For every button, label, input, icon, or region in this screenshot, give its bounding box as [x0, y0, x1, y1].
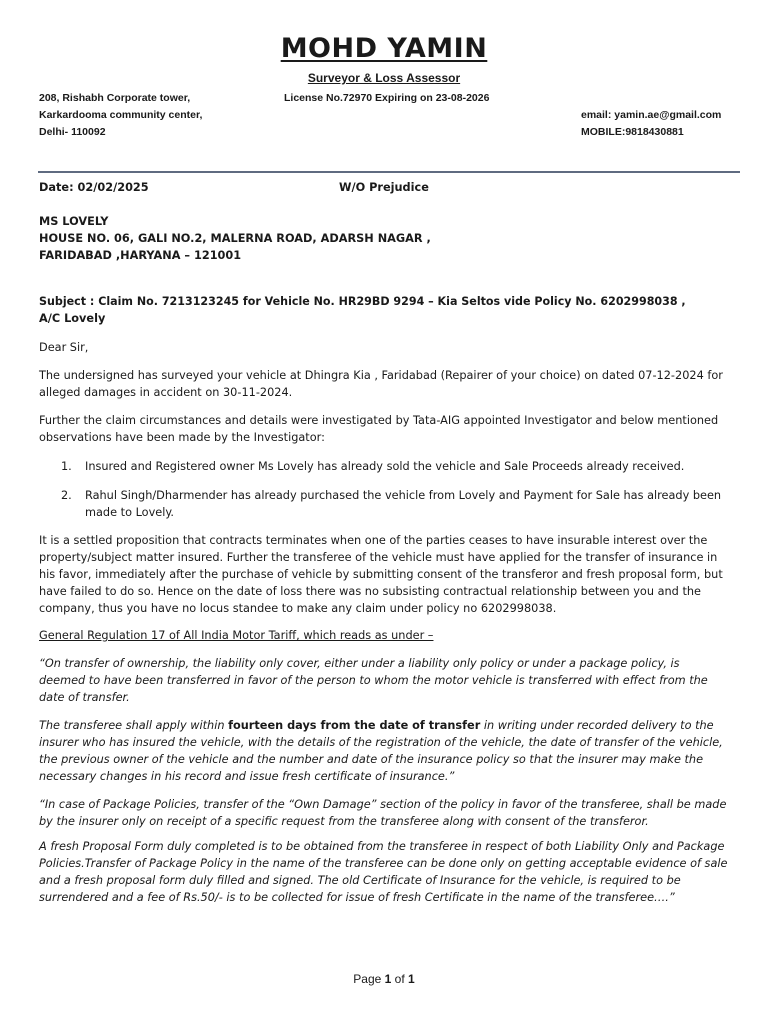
letterhead-name: MOHD YAMIN: [280, 33, 488, 64]
header-divider: [38, 171, 740, 173]
paragraph-investigation: Further the claim circumstances and details were investigated by Tata-AIG appointed Investigator and below mentioned observations have been made by the Investigator:: [39, 414, 719, 444]
address-line-2: Karkardooma community center,: [39, 109, 203, 121]
letterhead-address: [39, 90, 202, 141]
license-number: License No.72970 Expiring on 23-08-2026: [284, 92, 490, 104]
paragraph-proposition: It is a settled proposition that contracts terminates when one of the parties ceases to have insurable interest over the property/subject matter insured. Further the transferee of the vehicle must have applied for the transfer of insurance in his favor, immediately after the purchase of vehicle by submitting consent of the transferor and fresh proposal form, but have failed to do so. Hence on the date of loss there was no subsisting contractual relationship between you and the company, thus you have no locus standee to make any claim under policy no 6202998038.: [39, 534, 723, 615]
recipient-address-1: HOUSE NO. 06, GALI NO.2, MALERNA ROAD, ADARSH NAGAR ,: [39, 232, 431, 245]
quote-package-policies: “In case of Package Policies, transfer of the “Own Damage” section of the policy in favor of the transferee, shall be made by the insurer only on receipt of a specific request from the transferee along with consent of the transferor.: [39, 798, 727, 828]
list-item-1: Insured and Registered owner Ms Lovely has already sold the vehicle and Sale Proceeds already received.: [85, 460, 685, 473]
contact-email: email: yamin.ae@gmail.com: [581, 109, 722, 121]
subject-block: [39, 293, 739, 327]
page-footer: [0, 972, 768, 986]
subject-line-2: A/C Lovely: [39, 312, 106, 325]
page-label: Page: [353, 972, 385, 986]
list-number-1: 1.: [61, 460, 72, 473]
page-current: 1: [384, 972, 392, 986]
subject-line-1: Subject : Claim No. 7213123245 for Vehicle No. HR29BD 9294 – Kia Seltos vide Policy No. 6202998038 ,: [39, 295, 686, 308]
recipient-block: [39, 213, 729, 264]
salutation: Dear Sir,: [39, 341, 89, 354]
recipient-name: MS LOVELY: [39, 215, 109, 228]
quote-proposal-form: A fresh Proposal Form duly completed is to be obtained from the transferee in respect of both Liability Only and Package Policies.Transfer of Package Policy in the name of the transferee can be done only on getting acceptable evidence of sale and a fresh proposal form duly filled and signed. The old Certificate of Insurance for the vehicle, is required to be surrendered and a fee of Rs.50/- is to be collected for issue of fresh Certificate in the name of the transferee….”: [39, 840, 728, 904]
list-number-2: 2.: [61, 489, 72, 502]
prejudice-note: W/O Prejudice: [339, 181, 429, 194]
address-line-1: 208, Rishabh Corporate tower,: [39, 92, 191, 104]
regulation-heading: General Regulation 17 of All India Motor Tariff, which reads as under –: [39, 629, 434, 642]
address-line-3: Delhi- 110092: [39, 126, 106, 138]
quote-transferee-application: [39, 717, 729, 785]
quote-text-post: in writing under recorded delivery to the insurer who has insured the vehicle, with the details of the registration of the vehicle, the date of transfer of the vehicle, the previous owner of the vehicle and the number and date of the insurance policy so that the insurer may make the necessary changes in his record and issue fresh certificate of insurance.”: [39, 719, 723, 783]
quote-text-emphasis: fourteen days from the date of transfer: [228, 719, 481, 732]
page-total: 1: [408, 972, 415, 986]
page-of-label: of: [391, 972, 409, 986]
quote-text-pre: The transferee shall apply within: [39, 719, 229, 732]
letterhead-role: Surveyor & Loss Assessor: [307, 71, 461, 85]
contact-mobile: MOBILE:9818430881: [581, 126, 684, 138]
recipient-address-2: FARIDABAD ,HARYANA – 121001: [39, 249, 242, 262]
letter-date: Date: 02/02/2025: [39, 181, 149, 194]
paragraph-survey: The undersigned has surveyed your vehicle at Dhingra Kia , Faridabad (Repairer of your choice) on dated 07-12-2024 for alleged damages in accident on 30-11-2024.: [39, 369, 723, 399]
contact-info: [581, 107, 721, 141]
list-item-2: Rahul Singh/Dharmender has already purchased the vehicle from Lovely and Payment for Sale has already been made to Lovely.: [85, 489, 722, 519]
quote-liability-transfer: “On transfer of ownership, the liability only cover, either under a liability only policy or under a package policy, is deemed to have been transferred in favor of the person to whom the motor vehicle is transferred with effect from the date of transfer.: [39, 657, 708, 704]
